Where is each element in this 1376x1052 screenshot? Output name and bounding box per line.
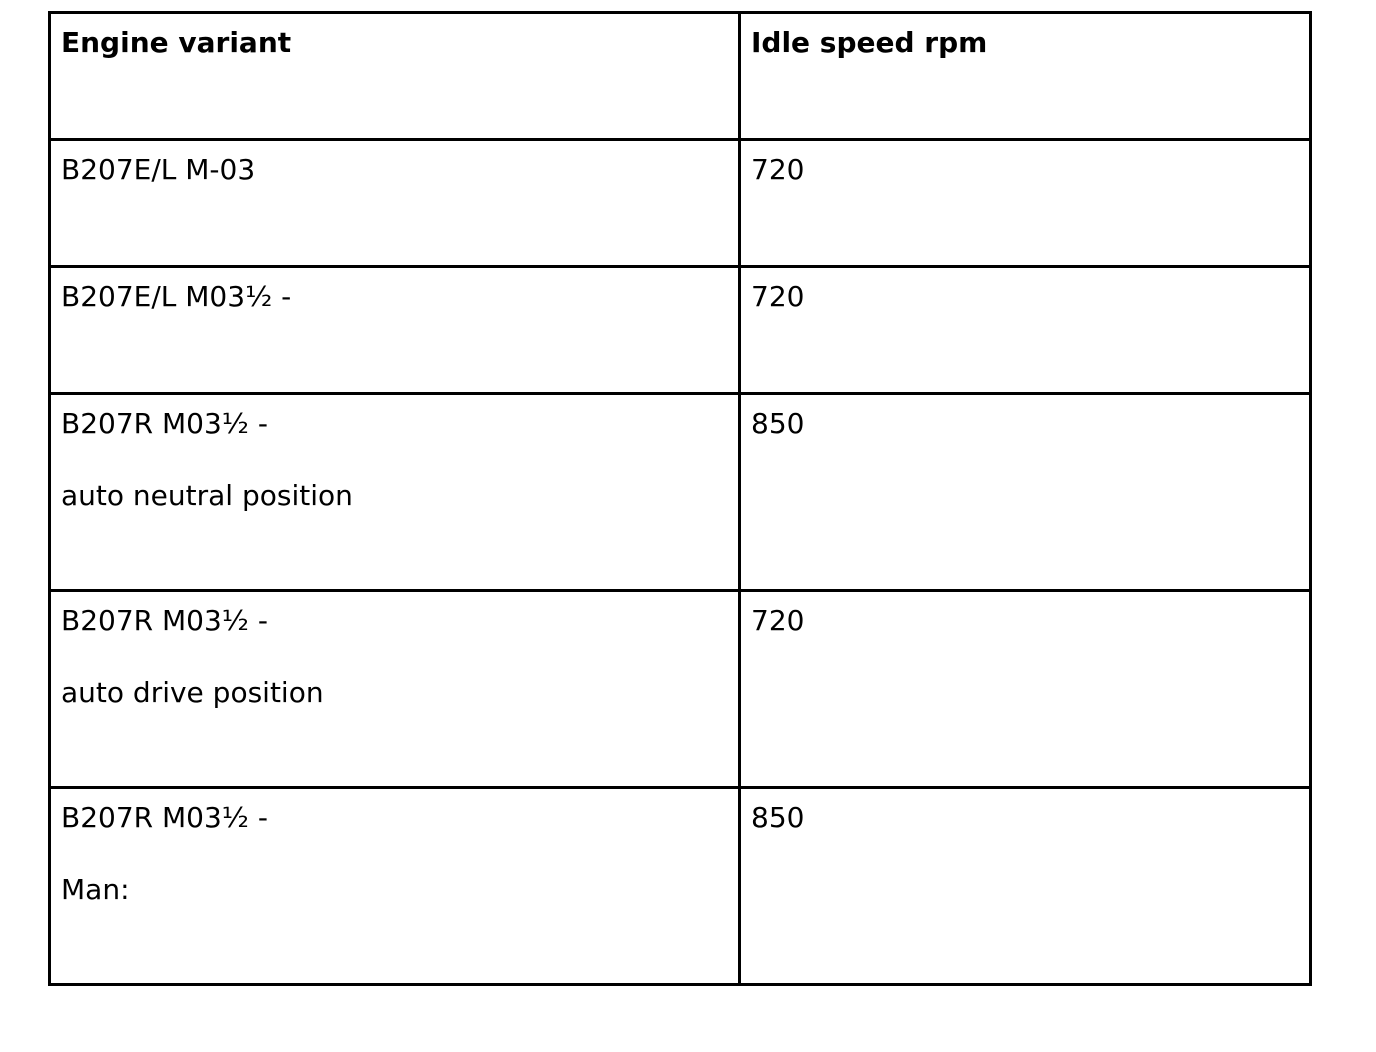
idle-speed-cell: 720 bbox=[740, 591, 1311, 788]
engine-variant: B207E/L M-03 bbox=[61, 153, 256, 186]
idle-speed-cell: 850 bbox=[740, 394, 1311, 591]
header-idle-speed: Idle speed rpm bbox=[740, 13, 1311, 140]
header-engine-variant: Engine variant bbox=[50, 13, 740, 140]
engine-variant: B207R M03½ - bbox=[61, 604, 268, 637]
idle-speed-cell: 720 bbox=[740, 267, 1311, 394]
engine-variant-note: auto drive position bbox=[61, 676, 324, 709]
idle-speed-cell: 850 bbox=[740, 788, 1311, 985]
table-row bbox=[50, 788, 1311, 985]
engine-variant: B207R M03½ - bbox=[61, 407, 268, 440]
table-header-row bbox=[50, 13, 1311, 140]
table-row bbox=[50, 267, 1311, 394]
table-row bbox=[50, 140, 1311, 267]
engine-variant: B207R M03½ - bbox=[61, 801, 268, 834]
engine-variant-cell bbox=[50, 267, 740, 394]
engine-variant-cell bbox=[50, 591, 740, 788]
idle-speed-table bbox=[48, 11, 1312, 986]
idle-speed-cell: 720 bbox=[740, 140, 1311, 267]
engine-variant-note: Man: bbox=[61, 873, 130, 906]
engine-variant-cell bbox=[50, 140, 740, 267]
engine-variant-cell bbox=[50, 394, 740, 591]
engine-variant-note: auto neutral position bbox=[61, 479, 353, 512]
table-row bbox=[50, 394, 1311, 591]
engine-variant-cell bbox=[50, 788, 740, 985]
engine-variant: B207E/L M03½ - bbox=[61, 280, 292, 313]
table-row bbox=[50, 591, 1311, 788]
